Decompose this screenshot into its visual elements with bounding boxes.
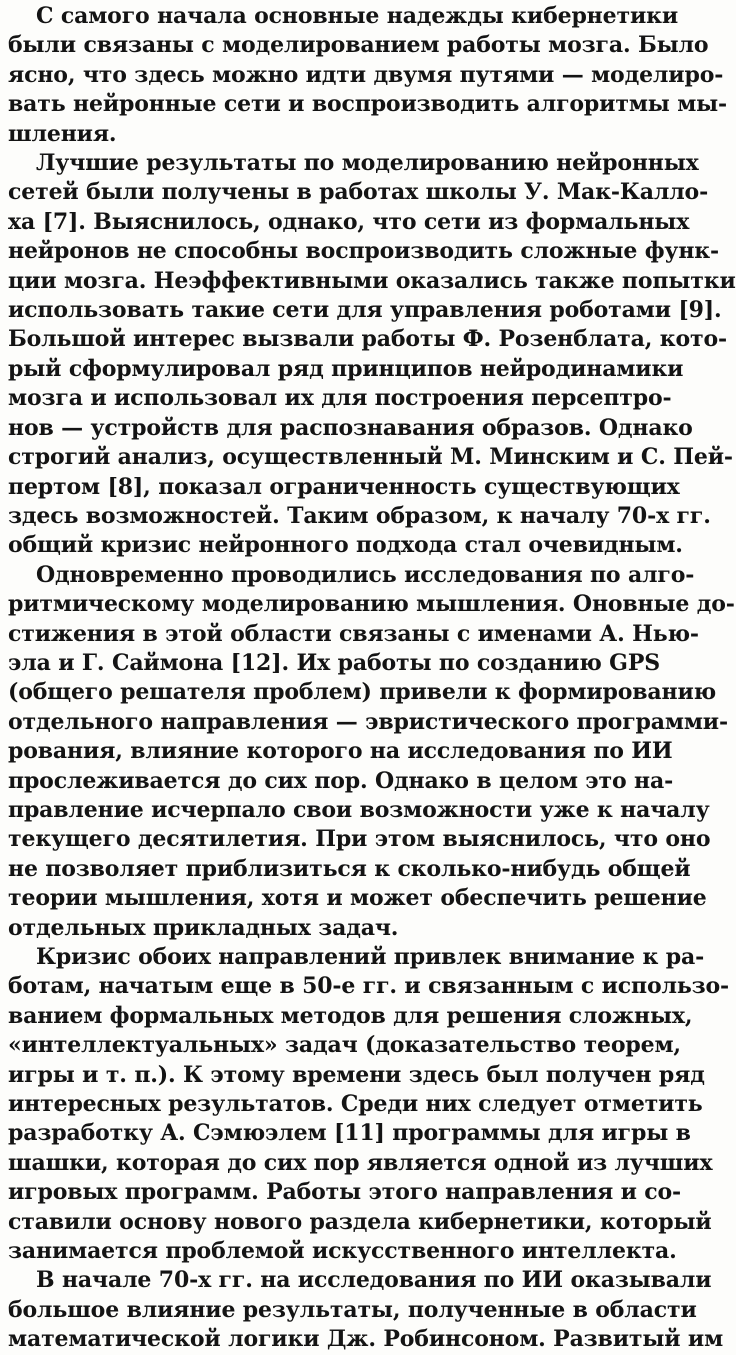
text-line: мозга и использовал их для построения персептро- — [8, 385, 672, 412]
text-line: разработку А. Сэмюэлем [11] программы для игры в — [8, 1120, 691, 1147]
text-line: ха [7]. Выяснилось, однако, что сети из формальных — [8, 208, 690, 235]
text-line: шления. — [8, 120, 117, 147]
text-line: строгий анализ, осуществленный М. Минским и С. Пей- — [8, 444, 733, 471]
paragraph — [8, 2, 728, 149]
text-line: интересных результатов. Среди них следует отметить — [8, 1091, 703, 1118]
text-line: отдельных прикладных задач. — [8, 914, 399, 941]
paragraph — [8, 1266, 724, 1354]
text-line: Большой интерес вызвали работы Ф. Розенблата, кото- — [8, 326, 727, 353]
text-line: ставили основу нового раздела кибернетики, который — [8, 1208, 712, 1235]
text-line: общий кризис нейронного подхода стал очевидным. — [8, 532, 683, 559]
paragraph — [8, 561, 735, 943]
text-line: ванием формальных методов для решения сложных, — [8, 1002, 693, 1029]
text-line: отдельного направления — эвристического программи- — [8, 708, 728, 735]
paragraph — [8, 943, 730, 1266]
text-line: В начале 70-х гг. на исследования по ИИ оказывали — [36, 1267, 712, 1294]
text-line: нейронов не способны воспроизводить сложные функ- — [8, 238, 720, 265]
text-line: Одновременно проводились исследования по алго- — [36, 561, 695, 588]
text-line: эла и Г. Саймона [12]. Их работы по созданию GPS — [8, 649, 660, 676]
text-line: рования, влияние которого на исследования по ИИ — [8, 738, 673, 765]
text-line: теории мышления, хотя и может обеспечить решение — [8, 885, 707, 912]
text-line: шашки, которая до сих пор является одной из лучших — [8, 1149, 713, 1176]
text-line: большое влияние результаты, полученные в области — [8, 1296, 697, 1323]
text-line: игры и т. п.). К этому времени здесь был получен ряд — [8, 1061, 705, 1088]
text-line: ции мозга. Неэффективными оказались также попытки — [8, 267, 736, 294]
text-line: ритмическому моделированию мышления. Оновные до- — [8, 591, 735, 618]
text-line: здесь возможностей. Таким образом, к началу 70-х гг. — [8, 502, 711, 529]
text-line: стижения в этой области связаны с именами А. Нью- — [8, 620, 699, 647]
text-line: (общего решателя проблем) привели к формированию — [8, 679, 717, 706]
text-line: С самого начала основные надежды кибернетики — [36, 3, 679, 29]
text-line: не позволяет приблизиться к сколько-нибудь общей — [8, 855, 691, 882]
text-line: были связаны с моделированием работы мозга. Было — [8, 32, 709, 59]
text-line: нов — устройств для распознавания образов. Однако — [8, 414, 693, 441]
text-line: сетей были получены в работах школы У. Мак-Калло- — [8, 179, 709, 206]
text-line: Лучшие результаты по моделированию нейронных — [36, 150, 699, 177]
text-line: прослеживается до сих пор. Однако в целом это на- — [8, 767, 674, 794]
paragraph — [8, 149, 736, 561]
text-line: Кризис обоих направлений привлек внимание к ра- — [36, 944, 705, 970]
text-line: математической логики Дж. Робинсоном. Развитый им — [8, 1326, 724, 1353]
text-line: ботам, начатым еще в 50-е гг. и связанным с использо- — [8, 973, 730, 1000]
text-line: рый сформулировал ряд принципов нейродинамики — [8, 355, 684, 382]
text-line: игровых программ. Работы этого направления и со- — [8, 1179, 681, 1206]
text-line: правление исчерпало свои возможности уже к началу — [8, 796, 710, 823]
text-line: вать нейронные сети и воспроизводить алгоритмы мы- — [8, 91, 728, 118]
text-line: «интеллектуальных» задач (доказательство теорем, — [8, 1032, 681, 1059]
text-line: ясно, что здесь можно идти двумя путями — моделиро- — [8, 61, 724, 88]
text-line: использовать такие сети для управления роботами [9]. — [8, 297, 722, 324]
text-line: занимается проблемой искусственного интеллекта. — [8, 1238, 677, 1265]
text-line: текущего десятилетия. При этом выяснилось, что оно — [8, 826, 711, 853]
text-line: пертом [8], показал ограниченность существующих — [8, 473, 680, 500]
